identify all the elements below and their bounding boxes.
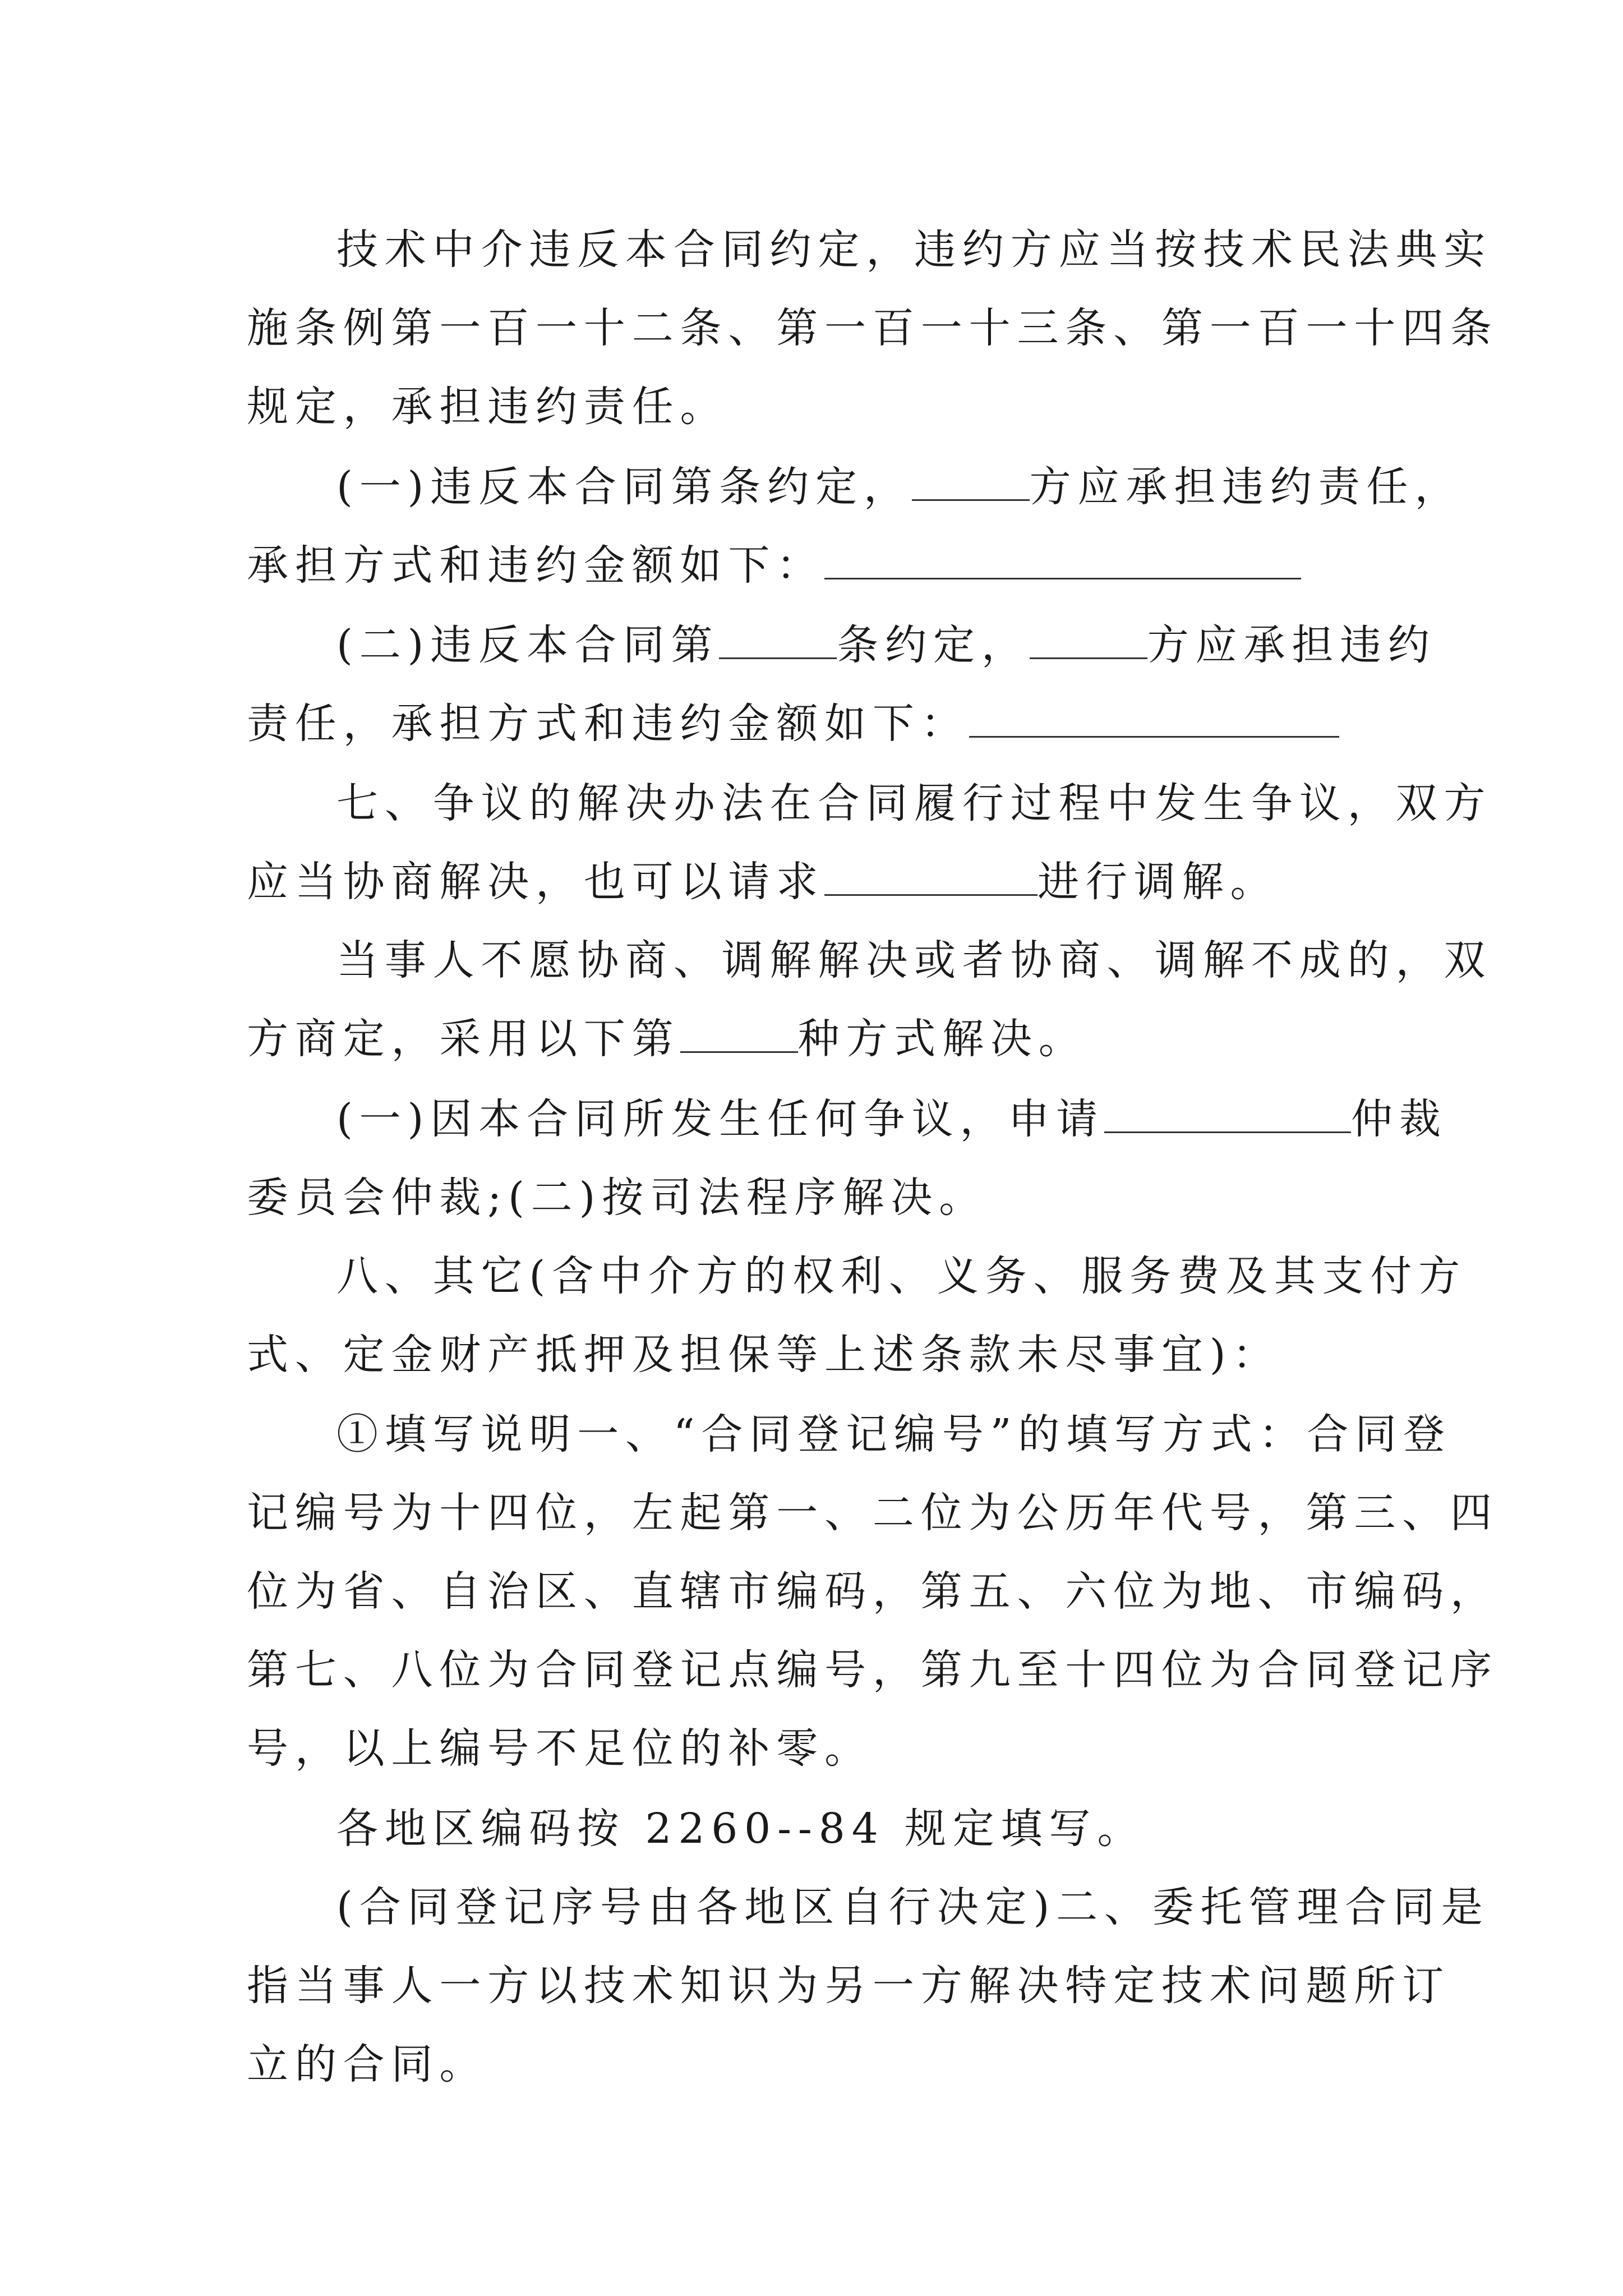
fill-in-blank[interactable] xyxy=(719,620,837,659)
paragraph-line: (一)违反本合同第条约定， 方应承担违约责任， xyxy=(336,463,1463,511)
paragraph-line: (二)违反本合同第 条约定， 方应承担违约 xyxy=(336,621,1436,669)
paragraph-line: 八、其它(含中介方的权利、义务、服务费及其支付方 xyxy=(336,1252,1467,1300)
paragraph-line: 指当事人一方以技术知识为另一方解决特定技术问题所订 xyxy=(247,1962,1450,2010)
fill-in-blank[interactable] xyxy=(824,541,1301,579)
paragraph-line: 式、定金财产抵押及担保等上述条款未尽事宜)： xyxy=(247,1331,1281,1379)
paragraph-line: 规定，承担违约责任。 xyxy=(247,383,728,431)
paragraph-line: 施条例第一百一十二条、第一百一十三条、第一百一十四条 xyxy=(247,304,1498,352)
fill-in-blank[interactable] xyxy=(969,699,1339,738)
paragraph-line: 位为省、自治区、直辖市编码，第五、六位为地、市编码， xyxy=(247,1567,1498,1616)
paragraph-line: 各地区编码按 2260--84 规定填写。 xyxy=(336,1805,1146,1853)
fill-in-blank[interactable] xyxy=(912,462,1030,501)
fill-in-blank[interactable] xyxy=(824,857,1038,896)
paragraph-line: 当事人不愿协商、调解解决或者协商、调解不成的，双 xyxy=(336,936,1492,984)
paragraph-line: 第七、八位为合同登记点编号，第九至十四位为合同登记序 xyxy=(247,1646,1498,1694)
paragraph-line: 方商定，采用以下第 种方式解决。 xyxy=(247,1015,1087,1063)
paragraph-line: ①填写说明一、“合同登记编号”的填写方式：合同登 xyxy=(336,1410,1451,1458)
fill-in-blank[interactable] xyxy=(680,1014,798,1053)
paragraph-line: 记编号为十四位，左起第一、二位为公历年代号，第三、四 xyxy=(247,1489,1498,1537)
paragraph-line: 责任，承担方式和违约金额如下： xyxy=(247,690,1339,757)
paragraph-line: 立的合同。 xyxy=(247,2040,488,2088)
paragraph-line: 技术中介违反本合同约定，违约方应当按技术民法典实 xyxy=(336,226,1492,274)
paragraph-line: 委员会仲裁;(二)按司法程序解决。 xyxy=(247,1174,987,1222)
paragraph-line: 号，以上编号不足位的补零。 xyxy=(247,1724,873,1773)
fill-in-blank[interactable] xyxy=(1030,620,1147,659)
paragraph-line: 应当协商解决，也可以请求 进行调解。 xyxy=(247,858,1279,906)
paragraph-line: 承担方式和违约金额如下： xyxy=(247,532,1301,599)
paragraph-line: (一)因本合同所发生任何争议，申请 仲裁 xyxy=(336,1095,1447,1143)
fill-in-blank[interactable] xyxy=(1104,1094,1351,1133)
paragraph-line: 七、争议的解决办法在合同履行过程中发生争议，双方 xyxy=(336,779,1492,827)
paragraph-line: (合同登记序号由各地区自行决定)二、委托管理合同是 xyxy=(336,1883,1490,1931)
